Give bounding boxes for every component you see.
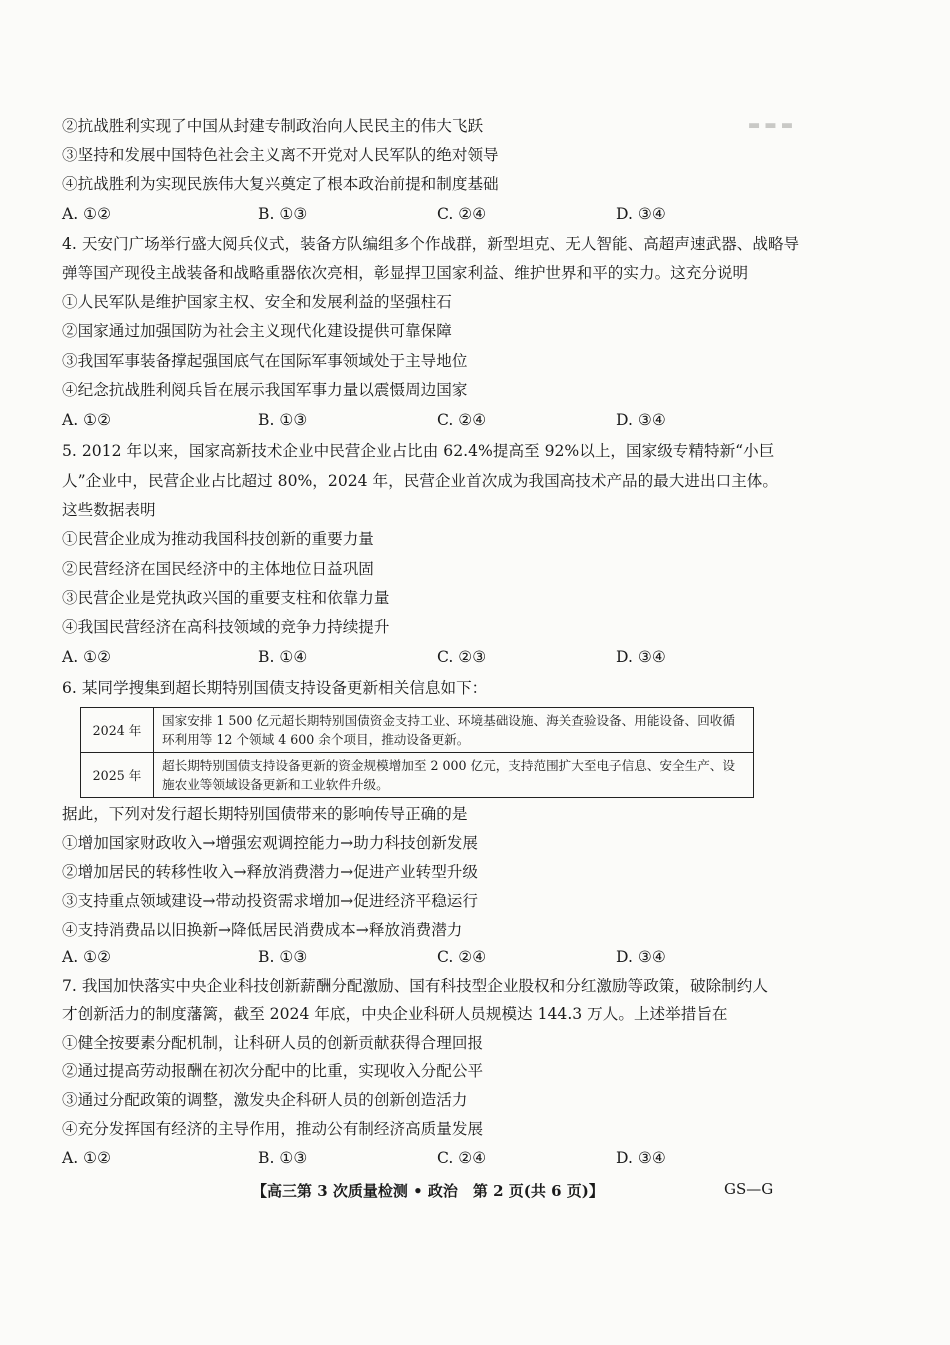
q4-option-c: C. ②④ [437,411,487,429]
page-footer: 【高三第 3 次质量检测 • 政治 第 2 页(共 6 页)】 [252,1182,604,1200]
q5-statement-4: ④我国民营经济在高科技领域的竞争力持续提升 [62,618,390,636]
q3-option-c: C. ②④ [437,205,487,223]
q5-option-b: B. ①④ [258,648,308,666]
q6-option-d: D. ③④ [616,948,666,966]
q3-option-b: B. ①③ [258,205,308,223]
q6-statement-4: ④支持消费品以旧换新→降低居民消费成本→释放消费潜力 [62,921,463,939]
q5-option-d: D. ③④ [616,648,666,666]
q7-option-c: C. ②④ [437,1149,487,1167]
q7-stem-line-1: 7. 我国加快落实中央企业科技创新薪酬分配激励、国有科技型企业股权和分红激励等政策，破除制约人 [62,977,768,995]
q4-stem-line-2: 弹等国产现役主战装备和战略重器依次亮相，彰显捍卫国家利益、维护世界和平的实力。这充分说明 [62,264,749,282]
q4-option-d: D. ③④ [616,411,666,429]
q5-stem-line-1: 5. 2012 年以来，国家高新技术企业中民营企业占比由 62.4%提高至 92%以上，国家级专精特新“小巨 [62,442,775,460]
q5-statement-1: ①民营企业成为推动我国科技创新的重要力量 [62,530,374,548]
q7-statement-3: ③通过分配政策的调整，激发央企科研人员的创新创造活力 [62,1091,468,1109]
q5-statement-3: ③民营企业是党执政兴国的重要支柱和依靠力量 [62,589,390,607]
table-row [81,708,754,753]
table-year-cell: 2025 年 [81,753,154,798]
table-text-cell: 超长期特别国债支持设备更新的资金规模增加至 2 000 亿元，支持范围扩大至电子信息、安全生产、设施农业等领域设备更新和工业软件升级。 [154,753,754,798]
q7-statement-4: ④充分发挥国有经济的主导作用，推动公有制经济高质量发展 [62,1120,484,1138]
q4-statement-3: ③我国军事装备撑起强国底气在国际军事领域处于主导地位 [62,352,468,370]
q6-option-c: C. ②④ [437,948,487,966]
q4-statement-1: ①人民军队是维护国家主权、安全和发展利益的坚强柱石 [62,293,452,311]
q6-statement-3: ③支持重点领域建设→带动投资需求增加→促进经济平稳运行 [62,892,478,910]
q6-statement-2: ②增加居民的转移性收入→释放消费潜力→促进产业转型升级 [62,863,478,881]
q5-option-a: A. ①② [62,648,112,666]
q7-option-a: A. ①② [62,1149,112,1167]
q7-stem-line-2: 才创新活力的制度藩篱，截至 2024 年底，中央企业科研人员规模达 144.3 万人。上述举措旨在 [62,1005,728,1023]
table-text-cell: 国家安排 1 500 亿元超长期特别国债资金支持工业、环境基础设施、海关查验设备、用能设备、回收循环利用等 12 个领域 4 600 余个项目，推动设备更新。 [154,708,754,753]
table-year-cell: 2024 年 [81,708,154,753]
q5-statement-2: ②民营经济在国民经济中的主体地位日益巩固 [62,560,374,578]
q4-statement-4: ④纪念抗战胜利阅兵旨在展示我国军事力量以震慑周边国家 [62,381,468,399]
q4-option-b: B. ①③ [258,411,308,429]
q3-statement-4: ④抗战胜利为实现民族伟大复兴奠定了根本政治前提和制度基础 [62,175,499,193]
q6-stem: 6. 某同学搜集到超长期特别国债支持设备更新相关信息如下： [62,679,488,697]
q4-stem-line-1: 4. 天安门广场举行盛大阅兵仪式，装备方队编组多个作战群，新型坦克、无人智能、高超声速武器、战略导 [62,235,800,253]
q6-statement-1: ①增加国家财政收入→增强宏观调控能力→助力科技创新发展 [62,834,478,852]
exam-code: GS—G [724,1180,774,1198]
q7-statement-2: ②通过提高劳动报酬在初次分配中的比重，实现收入分配公平 [62,1062,484,1080]
q7-option-d: D. ③④ [616,1149,666,1167]
q3-statement-2: ②抗战胜利实现了中国从封建专制政治向人民民主的伟大飞跃 [62,117,484,135]
q7-statement-1: ①健全按要素分配机制，让科研人员的创新贡献获得合理回报 [62,1034,484,1052]
q5-stem-line-3: 这些数据表明 [62,501,156,519]
q7-option-b: B. ①③ [258,1149,308,1167]
bond-info-table [80,707,754,798]
q6-question: 据此，下列对发行超长期特别国债带来的影响传导正确的是 [62,805,468,823]
bleed-through-mark: ▬ ▬ ▬ [748,118,794,133]
q6-option-b: B. ①③ [258,948,308,966]
q6-option-a: A. ①② [62,948,112,966]
q5-option-c: C. ②③ [437,648,487,666]
q3-option-a: A. ①② [62,205,112,223]
q4-statement-2: ②国家通过加强国防为社会主义现代化建设提供可靠保障 [62,322,452,340]
table-row [81,753,754,798]
q5-stem-line-2: 人”企业中，民营企业占比超过 80%，2024 年，民营企业首次成为我国高技术产品的最大进出口主体。 [62,472,778,490]
q3-option-d: D. ③④ [616,205,666,223]
q4-option-a: A. ①② [62,411,112,429]
q3-statement-3: ③坚持和发展中国特色社会主义离不开党对人民军队的绝对领导 [62,146,499,164]
